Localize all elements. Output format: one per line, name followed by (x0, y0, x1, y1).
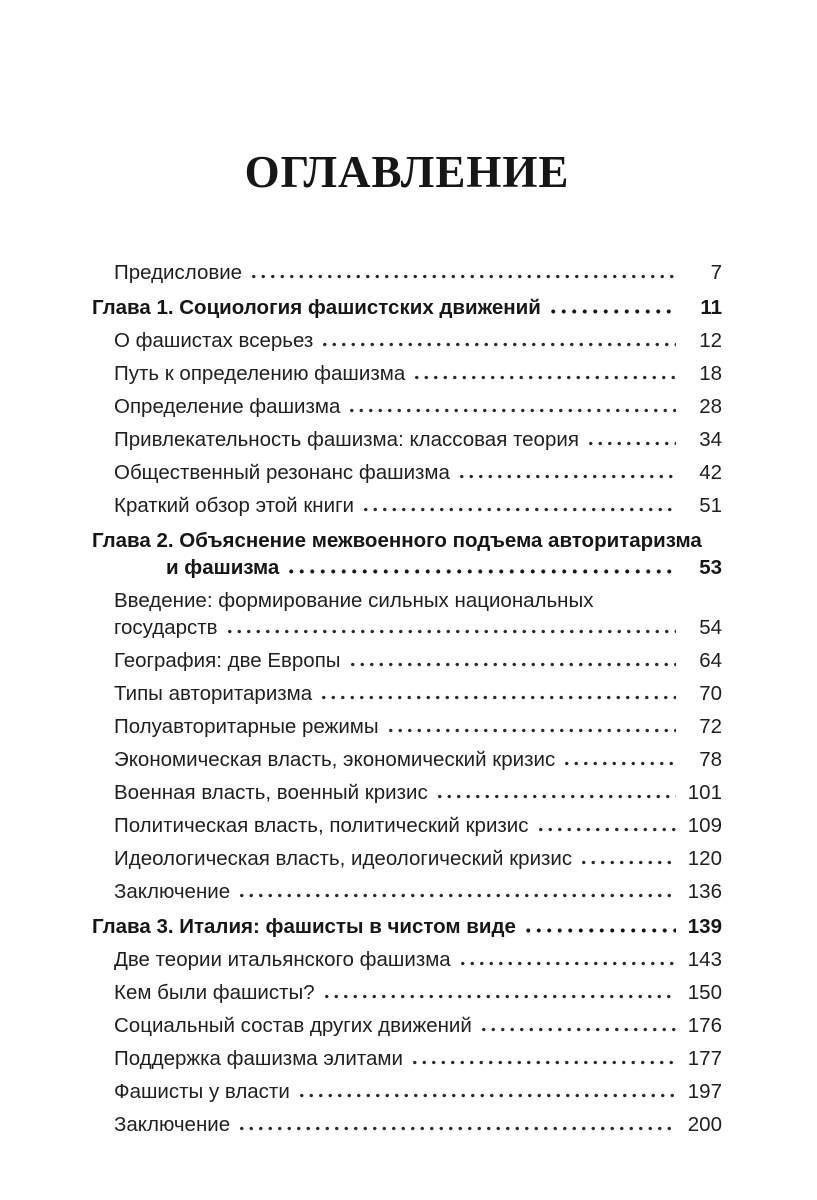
toc-leader-dots (479, 1027, 676, 1032)
toc-entry-label: государств (114, 616, 218, 639)
toc-entry (92, 360, 722, 387)
toc-entry (92, 1111, 722, 1138)
toc-leader-dots (586, 441, 676, 446)
toc-content (92, 147, 722, 1144)
toc-page-number: 53 (699, 556, 722, 579)
toc-line (114, 393, 722, 420)
toc-entry-label: Заключение (114, 1113, 231, 1136)
toc-page-number: 7 (710, 261, 722, 284)
toc-line (114, 946, 722, 973)
toc-entry-label: Социальный состав других движений (114, 1014, 472, 1037)
toc-page-number: 34 (699, 428, 722, 451)
toc-entry (92, 713, 722, 740)
toc-entry (92, 393, 722, 420)
toc-entry (92, 587, 722, 641)
toc-entry-label: Военная власть, военный кризис (114, 781, 428, 804)
toc-leader-dots (249, 274, 676, 279)
toc-page-number: 72 (699, 715, 722, 738)
toc-line (114, 426, 722, 453)
toc-leader-dots (348, 662, 676, 667)
toc-entry-label: Краткий обзор этой книги (114, 494, 354, 517)
toc-page-number: 150 (687, 981, 722, 1004)
toc-entry-label: Типы авторитаризма (114, 682, 313, 705)
toc-entry (92, 327, 722, 354)
toc-leader-dots (536, 827, 676, 832)
toc-line (114, 812, 722, 839)
toc-leader-dots (319, 695, 676, 700)
toc-entry-label: Заключение (114, 880, 231, 903)
toc-entry (92, 1012, 722, 1039)
toc-entry-label: Глава 1. Социология фашистских движений (92, 296, 541, 319)
toc-page-number: 64 (699, 649, 722, 672)
toc-entry-label: Привлекательность фашизма: классовая теория (114, 428, 579, 451)
toc-entry-label: Кем были фашисты? (114, 981, 315, 1004)
toc-line (114, 327, 722, 354)
toc-leader-dots (458, 961, 676, 966)
toc-line (114, 979, 722, 1006)
toc-page-number: 12 (699, 329, 722, 352)
toc-entry-label: Экономическая власть, экономический кризис (114, 748, 556, 771)
toc-page-number: 18 (699, 362, 722, 385)
toc-page-number: 120 (687, 847, 722, 870)
toc-entry (92, 845, 722, 872)
toc (92, 259, 722, 1138)
toc-entry (92, 979, 722, 1006)
toc-entry (92, 680, 722, 707)
toc-page-number: 78 (699, 748, 722, 771)
toc-page-number: 51 (699, 494, 722, 517)
toc-entry (92, 1045, 722, 1072)
toc-leader-dots (286, 569, 676, 574)
toc-entry-label: Две теории итальянского фашизма (114, 948, 451, 971)
toc-page-number: 101 (687, 781, 722, 804)
toc-page-number: 177 (687, 1047, 722, 1070)
page-title: ОГЛАВЛЕНИЕ (244, 147, 570, 197)
toc-entry (92, 946, 722, 973)
toc-leader-dots (225, 629, 676, 634)
toc-line (92, 527, 722, 554)
toc-entry-label: Общественный резонанс фашизма (114, 461, 450, 484)
toc-entry-label: О фашистах всерьез (114, 329, 314, 352)
toc-entry (92, 259, 722, 286)
toc-line (114, 878, 722, 905)
toc-entry-label: Путь к определению фашизма (114, 362, 406, 385)
toc-leader-dots (457, 474, 676, 479)
toc-leader-dots (579, 860, 676, 865)
toc-leader-dots (237, 893, 676, 898)
toc-entry (92, 878, 722, 905)
toc-entry (92, 492, 722, 519)
toc-entry-label: Фашисты у власти (114, 1080, 290, 1103)
toc-page-number: 42 (699, 461, 722, 484)
toc-line (114, 459, 722, 486)
toc-line (114, 746, 722, 773)
toc-line (114, 647, 722, 674)
toc-page-number: 109 (687, 814, 722, 837)
toc-line (92, 294, 722, 321)
toc-entry-label: Глава 3. Италия: фашисты в чистом виде (92, 915, 516, 938)
toc-page-number: 176 (687, 1014, 722, 1037)
toc-entry-label: Полуавторитарные режимы (114, 715, 379, 738)
toc-entry (92, 746, 722, 773)
toc-line (114, 779, 722, 806)
toc-leader-dots (410, 1060, 676, 1065)
toc-entry (92, 647, 722, 674)
toc-entry-label: Введение: формирование сильных национальных (114, 589, 594, 612)
toc-leader-dots (435, 794, 676, 799)
toc-entry-label: Поддержка фашизма элитами (114, 1047, 403, 1070)
toc-line (92, 913, 722, 940)
toc-entry-label: Политическая власть, политический кризис (114, 814, 529, 837)
toc-line (92, 554, 722, 581)
toc-leader-dots (237, 1126, 676, 1131)
toc-page-number: 197 (687, 1080, 722, 1103)
toc-leader-dots (412, 375, 676, 380)
toc-chapter-entry (92, 294, 722, 321)
toc-line (114, 1012, 722, 1039)
toc-line (114, 1045, 722, 1072)
toc-entry (92, 1078, 722, 1105)
toc-entry-label: Определение фашизма (114, 395, 341, 418)
toc-leader-dots (320, 342, 676, 347)
toc-entry-label: Идеологическая власть, идеологический кризис (114, 847, 573, 870)
toc-entry-label: Предисловие (114, 261, 243, 284)
toc-page-number: 200 (687, 1113, 722, 1136)
toc-leader-dots (562, 761, 676, 766)
toc-entry (92, 426, 722, 453)
toc-entry (92, 779, 722, 806)
toc-page-number: 28 (699, 395, 722, 418)
toc-chapter-entry (92, 527, 722, 581)
toc-page-number: 136 (687, 880, 722, 903)
toc-line (114, 259, 722, 286)
toc-page-number: 143 (687, 948, 722, 971)
toc-page-number: 11 (700, 296, 722, 319)
toc-leader-dots (347, 408, 676, 413)
toc-line (114, 1111, 722, 1138)
toc-line (114, 713, 722, 740)
toc-leader-dots (523, 928, 676, 933)
toc-entry-label: География: две Европы (114, 649, 341, 672)
toc-leader-dots (322, 994, 676, 999)
toc-line (114, 845, 722, 872)
toc-entry-label: и фашизма (166, 556, 280, 579)
toc-line (114, 1078, 722, 1105)
toc-chapter-entry (92, 913, 722, 940)
toc-line (114, 360, 722, 387)
toc-page-number: 54 (699, 616, 722, 639)
toc-page-number: 139 (687, 915, 722, 938)
toc-leader-dots (548, 309, 676, 314)
toc-line (114, 587, 722, 614)
toc-leader-dots (297, 1093, 676, 1098)
toc-entry-label: Глава 2. Объяснение межвоенного подъема авторитаризма (92, 529, 702, 552)
toc-leader-dots (386, 728, 676, 733)
toc-leader-dots (361, 507, 676, 512)
toc-line (114, 492, 722, 519)
toc-entry (92, 812, 722, 839)
toc-line (114, 614, 722, 641)
toc-page-number: 70 (699, 682, 722, 705)
toc-line (114, 680, 722, 707)
toc-entry (92, 459, 722, 486)
